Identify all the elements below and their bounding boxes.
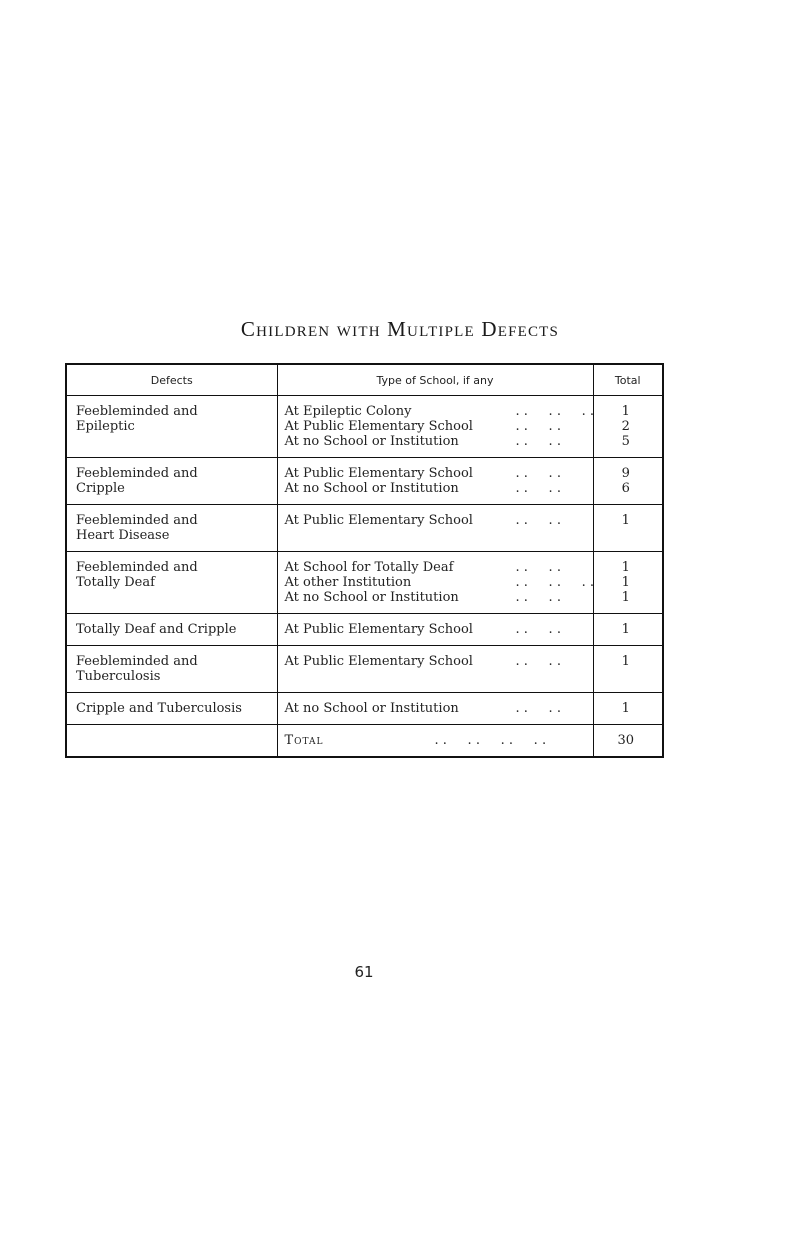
dot-leader: . . . . xyxy=(515,654,561,669)
school-type-label: At School for Totally Deaf xyxy=(284,560,454,575)
defect-cell xyxy=(66,396,277,458)
school-type-line xyxy=(285,404,593,419)
grand-total-row xyxy=(66,725,663,758)
school-type-line xyxy=(285,481,593,496)
total-value: 1 xyxy=(621,560,630,575)
total-value: 1 xyxy=(621,590,630,605)
defect-label: Feebleminded and xyxy=(76,513,198,528)
school-type-label: At Public Elementary School xyxy=(284,419,473,434)
school-type-label: At Public Elementary School xyxy=(284,654,473,669)
defect-label: Heart Disease xyxy=(76,528,170,543)
school-type-label: At Public Elementary School xyxy=(284,466,473,481)
column-header-type: Type of School, if any xyxy=(277,364,593,396)
dot-leader: . . . . xyxy=(515,513,561,528)
school-type-cell xyxy=(277,614,593,646)
grand-total-label: Total xyxy=(284,733,324,748)
page-title: Children with Multiple Defects xyxy=(240,317,560,341)
defect-label: Epileptic xyxy=(76,419,135,434)
defect-label: Feebleminded and xyxy=(76,654,198,669)
page-number: 61 xyxy=(354,963,374,981)
school-type-line xyxy=(285,434,593,449)
grand-total-value: 30 xyxy=(593,725,663,758)
total-cell xyxy=(593,396,663,458)
school-type-label: At Epileptic Colony xyxy=(284,404,412,419)
defect-label: Feebleminded and xyxy=(76,560,198,575)
total-value: 2 xyxy=(621,419,630,434)
defect-label: Cripple and Tuberculosis xyxy=(76,701,242,716)
dot-leader: . . . . xyxy=(515,434,561,449)
dot-leader: . . . . xyxy=(515,701,561,716)
table-row xyxy=(66,646,663,693)
defect-label: Tuberculosis xyxy=(76,669,161,684)
defect-cell xyxy=(66,614,277,646)
dot-leader: . . . . xyxy=(515,590,561,605)
dot-leader: . . . . . . xyxy=(515,404,595,419)
table-row xyxy=(66,505,663,552)
total-value: 1 xyxy=(621,513,630,528)
dot-leader: . . . . xyxy=(515,466,561,481)
school-type-cell xyxy=(277,505,593,552)
total-value: 9 xyxy=(621,466,630,481)
table-row xyxy=(66,458,663,505)
total-cell xyxy=(593,458,663,505)
school-type-label: At no School or Institution xyxy=(284,481,459,496)
school-type-cell xyxy=(277,693,593,725)
school-type-line xyxy=(285,622,593,637)
defect-label: Feebleminded and xyxy=(76,404,198,419)
total-cell xyxy=(593,505,663,552)
school-type-cell xyxy=(277,458,593,505)
grand-total-empty-cell xyxy=(66,725,277,758)
dot-leader: . . . . xyxy=(515,560,561,575)
total-value: 1 xyxy=(621,404,630,419)
school-type-cell xyxy=(277,396,593,458)
school-type-label: At no School or Institution xyxy=(284,434,459,449)
school-type-label: At no School or Institution xyxy=(284,590,459,605)
table-row xyxy=(66,396,663,458)
defect-label: Totally Deaf xyxy=(76,575,155,590)
school-type-line xyxy=(285,654,593,669)
defect-cell xyxy=(66,505,277,552)
total-cell xyxy=(593,614,663,646)
total-cell xyxy=(593,552,663,614)
defect-label: Totally Deaf and Cripple xyxy=(76,622,237,637)
total-value: 1 xyxy=(621,622,630,637)
dot-leader: . . . . xyxy=(515,481,561,496)
school-type-cell xyxy=(277,552,593,614)
defect-cell xyxy=(66,693,277,725)
total-value: 1 xyxy=(621,654,630,669)
school-type-line xyxy=(285,419,593,434)
defect-cell xyxy=(66,458,277,505)
school-type-label: At Public Elementary School xyxy=(284,513,473,528)
school-type-label: At other Institution xyxy=(284,575,412,590)
grand-total-line xyxy=(285,733,593,748)
total-value: 1 xyxy=(621,701,630,716)
dot-leader: . . . . . . . . xyxy=(434,733,547,748)
school-type-label: At no School or Institution xyxy=(284,701,459,716)
school-type-line xyxy=(285,513,593,528)
dot-leader: . . . . xyxy=(515,419,561,434)
school-type-line xyxy=(285,590,593,605)
total-cell xyxy=(593,693,663,725)
total-value: 1 xyxy=(621,575,630,590)
table-row xyxy=(66,552,663,614)
defect-cell xyxy=(66,646,277,693)
school-type-line xyxy=(285,575,593,590)
school-type-line xyxy=(285,560,593,575)
table-header-row xyxy=(66,364,663,396)
table-row xyxy=(66,614,663,646)
school-type-line xyxy=(285,466,593,481)
column-header-total: Total xyxy=(593,364,663,396)
table-body xyxy=(66,396,663,758)
defects-table xyxy=(65,363,664,758)
column-header-defects: Defects xyxy=(66,364,277,396)
defect-label: Cripple xyxy=(76,481,125,496)
school-type-line xyxy=(285,701,593,716)
school-type-cell xyxy=(277,646,593,693)
table-row xyxy=(66,693,663,725)
dot-leader: . . . . . . xyxy=(515,575,595,590)
dot-leader: . . . . xyxy=(515,622,561,637)
grand-total-label-cell xyxy=(277,725,593,758)
total-value: 6 xyxy=(621,481,630,496)
total-cell xyxy=(593,646,663,693)
defect-cell xyxy=(66,552,277,614)
school-type-label: At Public Elementary School xyxy=(284,622,473,637)
defect-label: Feebleminded and xyxy=(76,466,198,481)
total-value: 5 xyxy=(621,434,630,449)
